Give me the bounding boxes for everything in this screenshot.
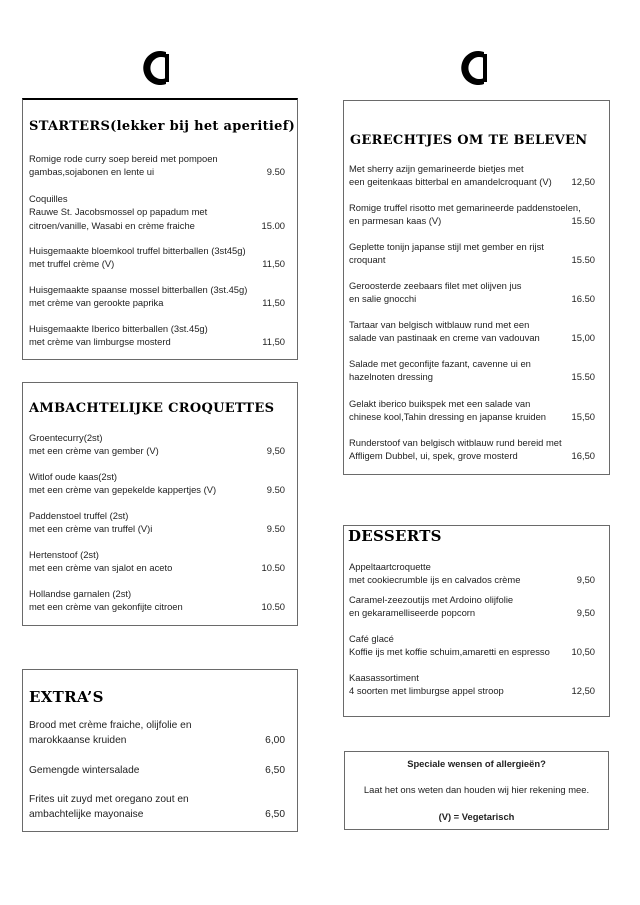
item-line: 4 soorten met limburgse appel stroop	[349, 685, 504, 697]
item-price: 16.50	[571, 293, 595, 305]
menu-item	[29, 283, 285, 310]
allergy-note	[344, 751, 609, 830]
item-line: Gemengde wintersalade	[29, 765, 140, 776]
item-price: 12,50	[571, 176, 595, 188]
item-description	[29, 548, 285, 575]
item-line: Hertenstoof (2st)	[29, 549, 99, 560]
item-line: Witlof oude kaas(2st)	[29, 471, 118, 482]
item-line: Affligem Dubbel, ui, spek, grove mosterd	[349, 450, 518, 462]
item-price: 9,50	[576, 607, 595, 619]
item-description	[29, 793, 285, 822]
item-line: Café glacé	[349, 633, 394, 644]
item-line: Geroosterde zeebaars filet met olijven jus	[349, 280, 522, 291]
item-line: met een crème van gekonfijte citroen	[29, 601, 183, 613]
item-line: Romige rode curry soep bereid met pompoen	[29, 153, 218, 164]
item-line: Geplette tonijn japanse stijl met gember en rijst	[349, 241, 544, 252]
menu-item	[29, 548, 285, 575]
item-line: Runderstoof van belgisch witblauw rund bereid met	[349, 437, 562, 448]
item-price: 9,50	[266, 445, 285, 457]
item-description	[349, 318, 595, 345]
item-description	[29, 719, 285, 748]
item-description	[349, 436, 595, 463]
item-line: Appeltaartcroquette	[349, 561, 431, 572]
menu-item	[349, 560, 595, 587]
menu-item	[29, 793, 285, 822]
item-line: marokkaanse kruiden	[29, 734, 127, 746]
item-line: een geitenkaas bitterbal en amandelcroquant (V)	[349, 176, 552, 188]
item-line: chinese kool,Tahin dressing en japanse kruiden	[349, 411, 547, 423]
note-body: Laat het ons weten dan houden wij hier rekening mee.	[363, 784, 590, 795]
item-description	[29, 470, 285, 497]
item-line: Frites uit zuyd met oregano zout en	[29, 794, 189, 805]
menu-item	[349, 632, 595, 659]
item-line: Caramel-zeezoutijs met Ardoino olijfolie	[349, 594, 514, 605]
item-price: 15.50	[571, 215, 595, 227]
item-price: 6,50	[265, 808, 285, 820]
item-price: 9.50	[266, 523, 285, 535]
item-description	[349, 240, 595, 267]
item-description	[29, 509, 285, 536]
item-line: Coquilles	[29, 193, 68, 204]
item-description	[29, 322, 285, 349]
item-description	[349, 201, 595, 228]
item-line: hazelnoten dressing	[349, 371, 433, 383]
menu-item	[29, 431, 285, 458]
item-line: Huisgemaakte spaanse mossel bitterballen (3st.45g)	[29, 284, 248, 295]
menu-item	[29, 152, 285, 179]
item-line: salade van pastinaak en creme van vadouvan	[349, 332, 540, 344]
item-description	[349, 560, 595, 587]
item-line: met een crème van gember (V)	[29, 445, 159, 457]
item-line: Huisgemaakte Iberico bitterballen (3st.45g)	[29, 323, 208, 334]
item-price: 10,50	[571, 646, 595, 658]
item-price: 10.50	[261, 562, 285, 574]
item-line: met truffel crème (V)	[29, 258, 115, 270]
extras-section	[22, 669, 298, 832]
item-line: en parmesan kaas (V)	[349, 215, 442, 227]
item-line: Paddenstoel truffel (2st)	[29, 510, 129, 521]
starters-title: STARTERS(lekker bij het aperitief)	[29, 119, 296, 134]
starters-section	[22, 98, 298, 360]
item-line: Romige truffel risotto met gemarineerde paddenstoelen,	[349, 202, 581, 213]
menu-item	[29, 244, 285, 271]
item-price: 11,50	[262, 336, 285, 348]
item-line: Hollandse garnalen (2st)	[29, 588, 132, 599]
item-line: Rauwe St. Jacobsmossel op papadum met	[29, 206, 208, 218]
item-price: 16,50	[571, 450, 595, 462]
menu-item	[349, 162, 595, 189]
menu-item	[349, 397, 595, 424]
item-line: en salie gnocchi	[349, 293, 417, 305]
item-description	[349, 279, 595, 306]
item-price: 6,00	[265, 734, 285, 746]
item-description	[349, 357, 595, 384]
item-line: Met sherry azijn gemarineerde bietjes met	[349, 163, 524, 174]
menu-item	[349, 318, 595, 345]
item-description	[349, 397, 595, 424]
menu-item	[29, 719, 285, 748]
item-description	[349, 162, 595, 189]
item-line: met crème van limburgse mosterd	[29, 336, 171, 348]
menu-item	[29, 192, 285, 232]
note-heading: Speciale wensen of allergieën?	[407, 758, 546, 769]
item-line: gambas,sojabonen en lente ui	[29, 166, 155, 178]
item-price: 9,50	[576, 574, 595, 586]
item-line: Koffie ijs met koffie schuim,amaretti en espresso	[349, 646, 550, 658]
item-description	[349, 671, 595, 698]
c-logo-right	[456, 46, 496, 90]
item-price: 15,00	[571, 332, 595, 344]
menu-item	[349, 436, 595, 463]
item-line: Groentecurry(2st)	[29, 432, 103, 443]
menu-item	[349, 593, 595, 620]
item-description	[349, 632, 595, 659]
item-line: Brood met crème fraiche, olijfolie en	[29, 720, 192, 731]
c-logo-left	[138, 46, 178, 90]
desserts-title: DESSERTS	[348, 527, 442, 545]
item-price: 12,50	[571, 685, 595, 697]
item-price: 10.50	[261, 601, 285, 613]
item-price: 15.50	[571, 254, 595, 266]
extras-title: EXTRA’S	[29, 688, 104, 706]
croquettes-section	[22, 382, 298, 626]
menu-item	[349, 279, 595, 306]
item-description	[29, 152, 285, 179]
item-description	[29, 587, 285, 614]
item-description	[29, 192, 285, 232]
item-line: met een crème van gepekelde kappertjes (V)	[29, 484, 217, 496]
menu-item	[349, 671, 595, 698]
menu-item	[349, 357, 595, 384]
item-line: met crème van gerookte paprika	[29, 297, 164, 309]
menu-item	[29, 470, 285, 497]
item-price: 11,50	[262, 258, 285, 270]
item-line: Salade met geconfijte fazant, cavenne ui en	[349, 358, 531, 369]
menu-item	[349, 201, 595, 228]
note-legend: (V) = Vegetarisch	[438, 811, 515, 822]
item-description	[29, 244, 285, 271]
item-price: 9.50	[266, 484, 285, 496]
menu-item	[29, 509, 285, 536]
item-line: Huisgemaakte bloemkool truffel bitterballen (3st45g)	[29, 245, 246, 256]
item-description	[29, 431, 285, 458]
item-line: en gekaramelliseerde popcorn	[349, 607, 476, 619]
item-description	[29, 283, 285, 310]
item-price: 15.00	[261, 219, 285, 231]
item-line: met een crème van sjalot en aceto	[29, 562, 173, 574]
croquettes-title: AMBACHTELIJKE CROQUETTES	[29, 401, 275, 416]
item-line: met cookiecrumble ijs en calvados crème	[349, 574, 521, 586]
item-description	[349, 593, 595, 620]
item-line: met een crème van truffel (V)i	[29, 523, 153, 535]
gerechtjes-title: GERECHTJES OM TE BELEVEN	[350, 133, 588, 148]
item-price: 11,50	[262, 297, 285, 309]
menu-item	[29, 764, 285, 779]
gerechtjes-section	[343, 100, 610, 475]
item-description	[29, 764, 285, 779]
item-line: Kaasassortiment	[349, 672, 419, 683]
item-price: 15.50	[571, 371, 595, 383]
item-price: 6,50	[265, 765, 285, 776]
item-line: ambachtelijke mayonaise	[29, 808, 144, 820]
menu-item	[29, 322, 285, 349]
menu-item	[29, 587, 285, 614]
menu-item	[349, 240, 595, 267]
item-line: citroen/vanille, Wasabi en crème fraiche	[29, 219, 195, 231]
item-line: croquant	[349, 254, 386, 266]
item-line: Gelakt iberico buikspek met een salade van	[349, 398, 531, 409]
desserts-section	[343, 525, 610, 717]
item-line: Tartaar van belgisch witblauw rund met een	[349, 319, 530, 330]
item-price: 9.50	[266, 166, 285, 178]
item-price: 15,50	[571, 411, 595, 423]
